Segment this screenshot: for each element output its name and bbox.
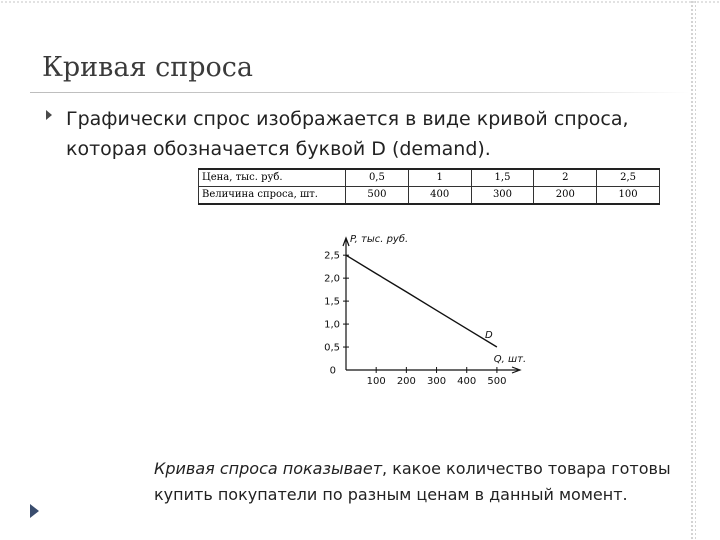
table-cell: 1 bbox=[408, 169, 471, 187]
price-quantity-table bbox=[198, 168, 660, 205]
y-tick-label: 2,5 bbox=[324, 250, 340, 262]
y-axis-label: P, тыс. руб. bbox=[350, 234, 409, 245]
bullet-text: Графически спрос изображается в виде кривой спроса, которая обозначается буквой D (demand). bbox=[66, 108, 629, 160]
next-arrow-icon bbox=[30, 504, 39, 518]
origin-label: 0 bbox=[329, 365, 336, 377]
table-row-label: Цена, тыс. руб. bbox=[199, 169, 346, 187]
right-dot-border bbox=[690, 0, 696, 540]
table-row bbox=[199, 187, 660, 205]
table-cell: 500 bbox=[346, 187, 409, 205]
table-cell: 200 bbox=[534, 187, 597, 205]
x-tick-label: 200 bbox=[396, 376, 416, 387]
table-cell: 1,5 bbox=[471, 169, 534, 187]
table-cell: 400 bbox=[408, 187, 471, 205]
table-row-label: Величина спроса, шт. bbox=[199, 187, 346, 205]
y-tick-label: 1,5 bbox=[324, 296, 340, 308]
curve-label: D bbox=[485, 330, 493, 342]
slide-title: Кривая спроса bbox=[42, 52, 253, 83]
x-tick-label: 400 bbox=[457, 376, 477, 387]
top-dot-border bbox=[0, 0, 720, 4]
demand-curve-line bbox=[346, 255, 497, 347]
y-tick-label: 2,0 bbox=[324, 273, 340, 285]
table-cell: 0,5 bbox=[346, 169, 409, 187]
caption-text: , какое количество товара готовы купить покупатели по разным ценам в данный момент. bbox=[154, 459, 671, 504]
table-cell: 2,5 bbox=[597, 169, 660, 187]
x-axis-label: Q, шт. bbox=[493, 354, 527, 365]
table-cell: 100 bbox=[597, 187, 660, 205]
caption bbox=[154, 456, 674, 508]
table-cell: 2 bbox=[534, 169, 597, 187]
x-tick-label: 500 bbox=[487, 376, 507, 387]
y-tick-label: 1,0 bbox=[324, 319, 340, 331]
bullet-arrow-icon bbox=[46, 110, 52, 120]
table-row bbox=[199, 169, 660, 187]
demand-curve-chart bbox=[300, 228, 540, 388]
caption-emphasis: Кривая спроса показывает bbox=[154, 459, 383, 478]
title-divider bbox=[30, 92, 690, 93]
y-tick-label: 0,5 bbox=[324, 342, 340, 354]
x-tick-label: 100 bbox=[366, 376, 386, 387]
x-tick-label: 300 bbox=[426, 376, 447, 387]
table-cell: 300 bbox=[471, 187, 534, 205]
